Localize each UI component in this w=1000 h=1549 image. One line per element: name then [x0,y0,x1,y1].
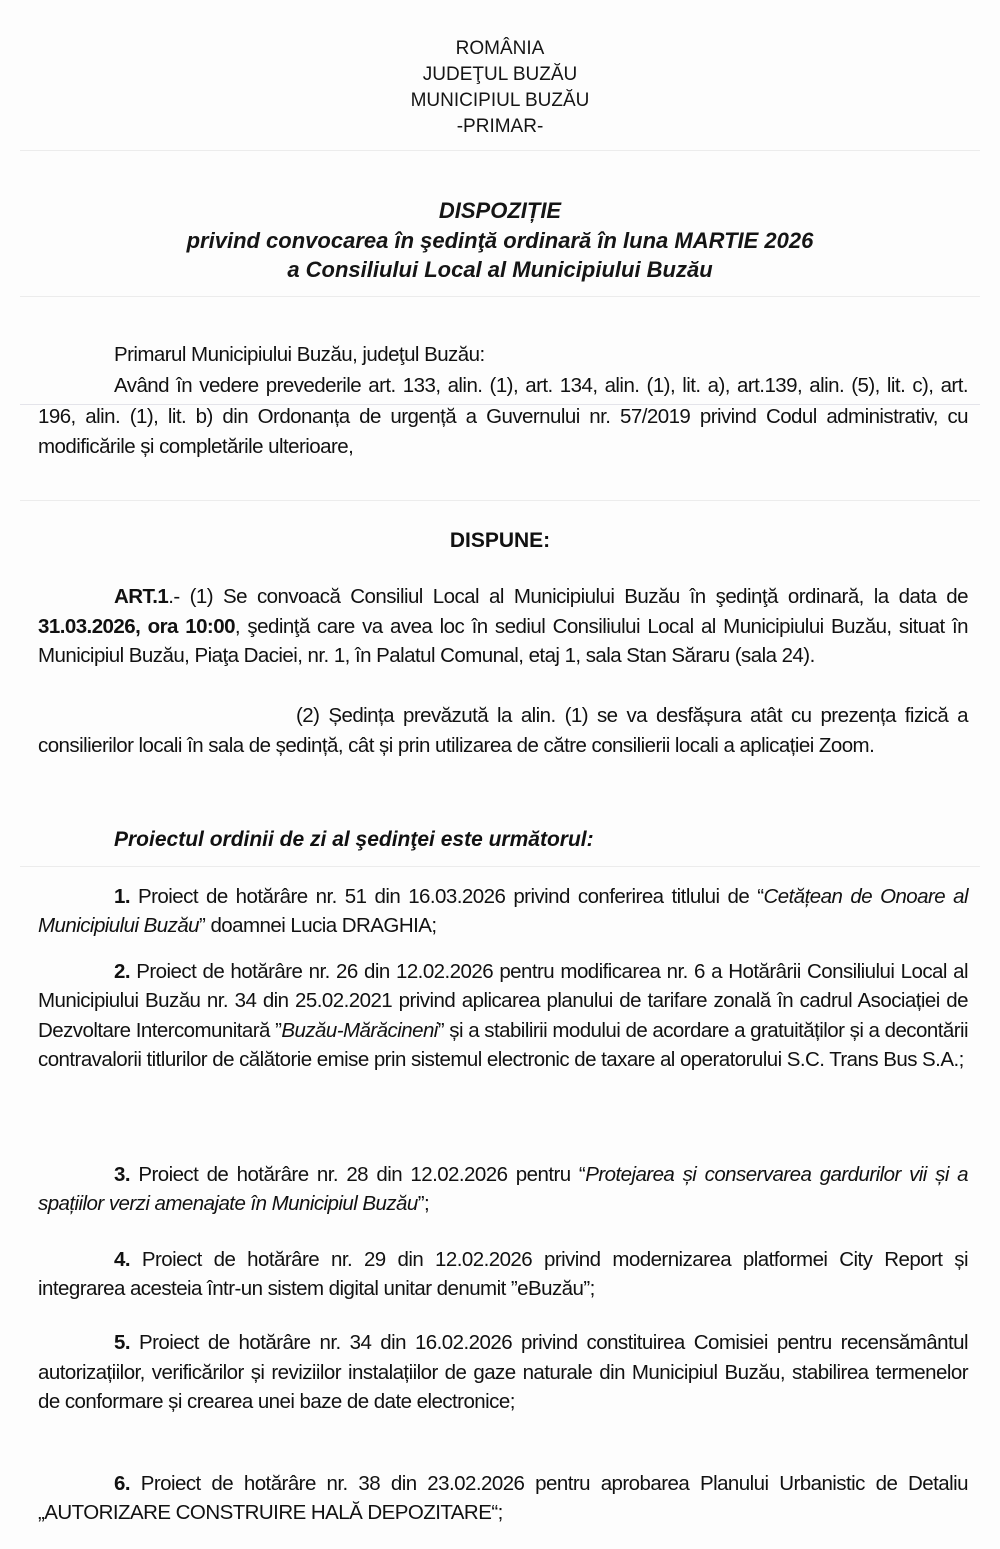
agenda-title: Proiectul ordinii de zi al şedinţei este următorul: [114,828,594,851]
article-1-paragraph-1 [38,582,968,671]
article-1-text-post: , şedinţă care va avea loc în sediul Consiliului Local al Municipiului Buzău, situat în Municipiul Buzău, Piaţa Daciei, nr. 1, în Palatul Comunal, etaj 1, sala Stan Săraru (sala 24). [38,614,968,667]
preamble-legal-basis: Având în vedere prevederile art. 133, alin. (1), art. 134, alin. (1), lit. a), art.139, alin. (5), lit. c), art. 196, alin. (1), lit. b) din Ordonanța de urgență a Guvernului nr. 57/2019 privind Codul administrativ, cu modificările și completările ulterioare, [38,374,968,458]
agenda-item-text: Proiect de hotărâre nr. 38 din 23.02.2026 pentru aprobarea Planului Urbanistic de Detaliu „AUTORIZARE CONSTRUIRE HALĂ DEPOZITARE“; [38,1472,968,1524]
agenda-item [38,1469,968,1527]
agenda-item [38,882,968,940]
agenda-item-number: 2. [114,960,130,983]
article-1-sep: .- [168,585,190,608]
agenda-item-emphasis: Cetățean de Onoare al Municipiului Buzău [38,885,969,937]
agenda-item-emphasis: Protejarea și conservarea gardurilor vii și a spațiilor verzi amenajate în Municipiul Buzău [38,1163,968,1215]
agenda-item-text: Proiect de hotărâre nr. 51 din 16.03.2026 privind conferirea titlului de “ [130,885,764,908]
agenda-item-text: Proiect de hotărâre nr. 28 din 12.02.2026 pentru “ [130,1163,586,1186]
agenda-item-number: 5. [114,1331,130,1354]
agenda-item [38,1245,968,1303]
document-subtitle-line1: privind convocarea în şedinţă ordinară în luna MARTIE 2026 [186,228,814,253]
agenda-item-text-end: ” și a stabilirii modului de acordare a gratuităților și a decontării contravalorii titlurilor de călătorie emise prin sistemul electronic de taxare al operatorului S.C. Trans Bus S.A.; [38,1018,968,1071]
agenda-item [38,957,968,1074]
agenda-item-number: 4. [114,1248,130,1271]
preamble-issuer: Primarul Municipiului Buzău, judeţul Buzău: [114,343,485,366]
dispune-heading: DISPUNE: [449,529,551,552]
agenda-item [38,1328,968,1417]
scan-artifact-line [20,866,980,867]
agenda-item-number: 1. [114,885,130,908]
document-subtitle-line2: a Consiliului Local al Municipiului Buzău [287,257,713,282]
agenda-item-text-end: ”; [417,1192,430,1215]
header-office: -PRIMAR- [456,116,544,137]
agenda-item-number: 3. [114,1163,130,1186]
header-municipality: MUNICIPIUL BUZĂU [410,90,590,111]
scan-artifact-line [20,500,980,501]
agenda-item-text: Proiect de hotărâre nr. 26 din 12.02.2026 pentru modificarea nr. 6 a Hotărârii Consiliului Local al Municipiului Buzău nr. 34 din 25.02.2021 privind aplicarea planului de tarifare zonală în cadrul Asociației de Dezvoltare Intercomunitară ” [38,960,968,1042]
article-1-label: ART.1 [114,585,169,608]
agenda-item-emphasis: Buzău-Mărăcineni [281,1018,438,1042]
meeting-datetime: 31.03.2026, ora 10:00 [38,614,235,638]
header-country: ROMÂNIA [455,38,545,59]
header-county: JUDEŢUL BUZĂU [422,64,578,85]
scan-artifact-line [20,150,980,151]
agenda-item-text: Proiect de hotărâre nr. 29 din 12.02.2026 privind modernizarea platformei City Report și integrarea acesteia într-un sistem digital unitar denumit ”eBuzău”; [38,1248,968,1300]
agenda-item-text: Proiect de hotărâre nr. 34 din 16.02.2026 privind constituirea Comisiei pentru recensământul autorizațiilor, verificărilor și reviziilor instalațiilor de gaze naturale din Municipiul Buzău, stabilirea termenelor de conformare și crearea unei baze de date electronice; [38,1331,968,1413]
document-title: DISPOZIȚIE [438,198,562,223]
agenda-item [38,1160,968,1218]
scan-artifact-line [20,296,980,297]
agenda-item-text-end: ” doamnei Lucia DRAGHIA; [199,914,437,937]
article-1-paragraph-2: (2) Ședința prevăzută la alin. (1) se va desfășura atât cu prezența fizică a consilierilor locali în sala de ședință, cât și prin utilizarea de către consilierii locali a aplicației Zoom. [38,704,968,757]
article-1-text-pre: (1) Se convoacă Consiliul Local al Municipiului Buzău în şedinţă ordinară, la data de [189,585,968,608]
agenda-item-number: 6. [114,1472,130,1495]
